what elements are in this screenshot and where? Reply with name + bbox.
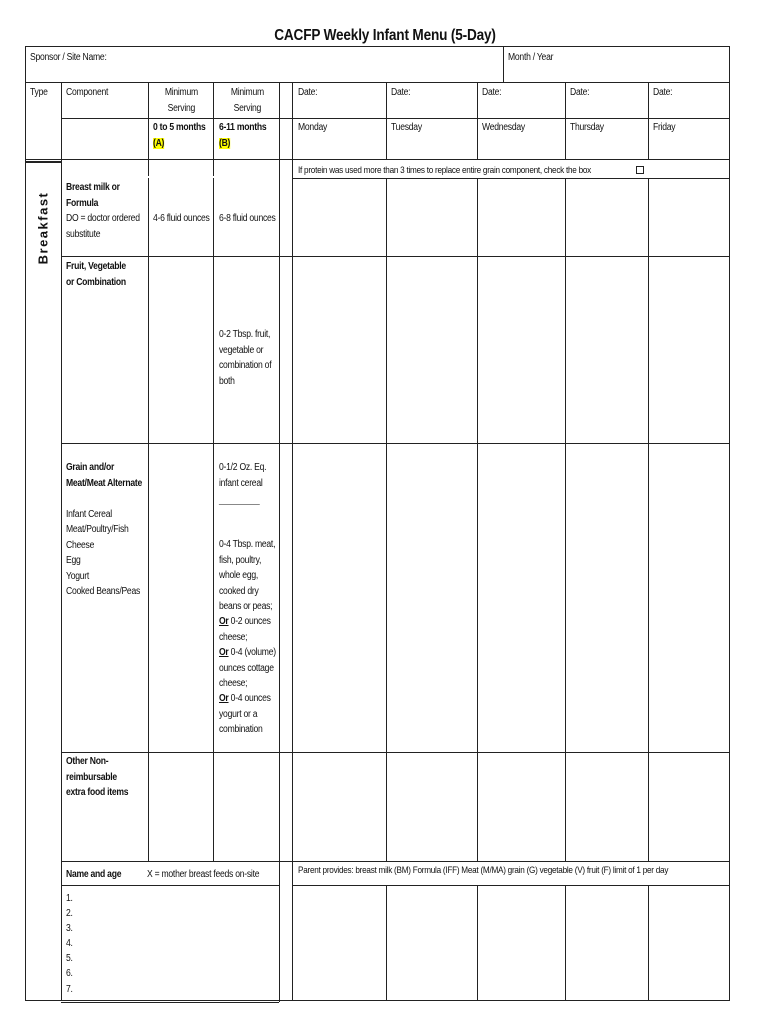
fruit-component-title: Fruit, Vegetable or Combination	[66, 261, 126, 288]
or-label: Or	[219, 616, 229, 627]
grain-serving-yogurt: Or 0-4 ounces yogurt or a combination	[219, 693, 271, 735]
grain-item-beans: Cooked Beans/Peas	[66, 586, 141, 597]
date-label-thursday: Date:	[570, 87, 590, 98]
component-header: Component	[66, 87, 109, 98]
grain-item-infant-cereal: Infant Cereal	[66, 509, 112, 520]
child-number-4: 4.	[66, 938, 73, 949]
meal-type-label: Breakfast	[35, 191, 51, 265]
child-number-7: 7.	[66, 984, 73, 995]
grain-serving-meat: 0-4 Tbsp. meat, fish, poultry, whole egg, cooked dry beans or peas;	[219, 539, 276, 612]
age-b-label: 6-11 months	[219, 122, 267, 133]
child-number-2: 2.	[66, 908, 73, 919]
grain-serving-cheese: Or 0-2 ounces cheese;	[219, 616, 271, 643]
grain-item-yogurt: Yogurt	[66, 571, 90, 582]
milk-serving-b: 6-8 fluid ounces	[219, 213, 276, 224]
day-friday: Friday	[653, 122, 676, 133]
date-label-wednesday: Date:	[482, 87, 502, 98]
child-number-5: 5.	[66, 953, 73, 964]
age-a-label: 0 to 5 months	[153, 122, 206, 133]
or-label: Or	[219, 647, 229, 658]
day-monday: Monday	[298, 122, 328, 133]
date-label-friday: Date:	[653, 87, 673, 98]
age-b-code: (B)	[219, 138, 231, 149]
date-label-tuesday: Date:	[391, 87, 411, 98]
child-number-6: 6.	[66, 968, 73, 979]
grain-item-egg: Egg	[66, 555, 81, 566]
page-title: CACFP Weekly Infant Menu (5-Day)	[274, 27, 496, 44]
day-thursday: Thursday	[570, 122, 604, 133]
min-serving-a-header: Minimum Serving	[164, 87, 198, 114]
sponsor-site-label: Sponsor / Site Name:	[30, 52, 107, 63]
age-a-code: (A)	[153, 138, 165, 149]
grain-component-title: Grain and/or Meat/Meat Alternate	[66, 462, 143, 489]
protein-note: If protein was used more than 3 times to replace entire grain component, check the box	[298, 165, 591, 176]
grain-serving-cottage: Or 0-4 (volume) ounces cottage cheese;	[219, 647, 276, 689]
grain-item-cheese: Cheese	[66, 540, 95, 551]
type-header: Type	[30, 87, 48, 98]
grain-serving-cereal: 0-1/2 Oz. Eq. infant cereal	[219, 462, 267, 489]
other-component-title: Other Non-reimbursable extra food items	[66, 756, 129, 798]
fruit-serving-b: 0-2 Tbsp. fruit, vegetable or combination of both	[219, 329, 272, 387]
month-year-label: Month / Year	[508, 52, 554, 63]
breastfeed-note: X = mother breast feeds on-site	[147, 869, 260, 880]
day-tuesday: Tuesday	[391, 122, 422, 133]
or-label: Or	[219, 693, 229, 704]
milk-component-note: DO = doctor ordered substitute	[66, 213, 140, 240]
milk-serving-a: 4-6 fluid ounces	[153, 213, 210, 224]
grain-item-meat: Meat/Poultry/Fish	[66, 524, 129, 535]
grain-serving-divider: __________	[219, 495, 260, 505]
child-number-1: 1.	[66, 893, 73, 904]
day-wednesday: Wednesday	[482, 122, 525, 133]
name-age-label: Name and age	[66, 869, 122, 880]
child-number-3: 3.	[66, 923, 73, 934]
milk-component-title: Breast milk or Formula	[66, 182, 120, 209]
min-serving-b-header: Minimum Serving	[230, 87, 264, 114]
parent-provides-note: Parent provides: breast milk (BM) Formula (IFF) Meat (M/MA) grain (G) vegetable (V) fruit (F) limit of 1 per day	[298, 865, 669, 876]
date-label-monday: Date:	[298, 87, 318, 98]
protein-checkbox[interactable]	[636, 166, 644, 174]
